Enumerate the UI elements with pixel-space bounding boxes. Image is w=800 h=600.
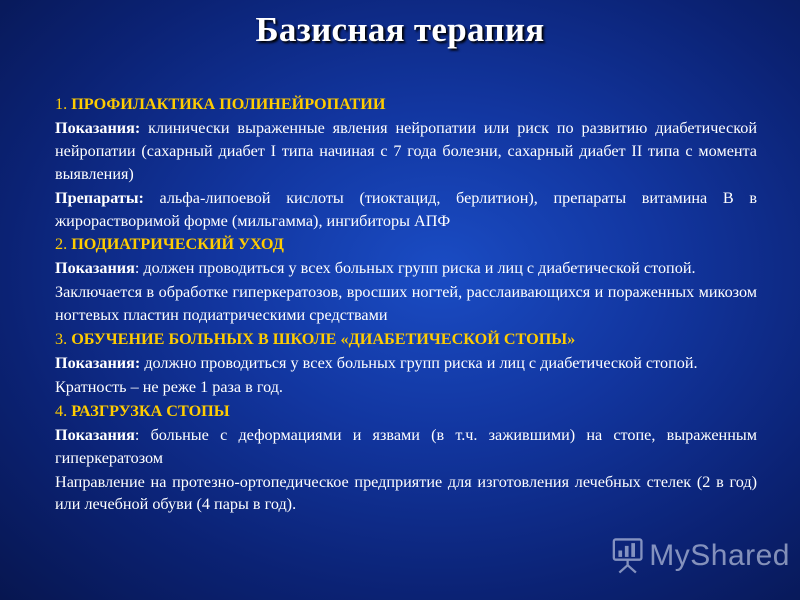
paragraph-label: Показания [55,259,135,278]
paragraph-text: Кратность – не реже 1 раза в год. [55,377,283,396]
presentation-board-icon [612,536,643,576]
section-heading-text: ПОДИАТРИЧЕСКИЙ УХОД [71,235,284,254]
slide-title: Базисная терапия [255,10,545,49]
section-heading-text: ОБУЧЕНИЕ БОЛЬНЫХ В ШКОЛЕ «ДИАБЕТИЧЕСКОЙ СТОПЫ» [71,330,576,349]
paragraph-text: клинически выраженные явления нейропатии или риск по развитию диабетической нейропатии (сахарный диабет I типа начиная с 7 года болезни, сахарный диабет II типа с момента выявления) [55,118,757,183]
watermark-logo [612,533,790,579]
paragraph-text: альфа-липоевой кислоты (тиоктацид, берлитион), препараты витамина В в жирорастворимой форме (мильгамма), ингибиторы АПФ [55,188,757,230]
paragraph-label: Показания: [55,353,141,372]
section-heading-2 [55,233,757,256]
watermark-text: MyShared [649,539,790,572]
slide-content [55,93,757,517]
paragraph-indications [55,117,757,186]
section-number: 2. [55,235,68,254]
paragraph-label: Показания [55,425,135,444]
paragraph-indications [55,424,757,470]
paragraph-frequency [55,376,757,399]
paragraph-indications [55,352,757,375]
paragraph-indications [55,257,757,280]
section-heading-1 [55,93,757,116]
section-heading-text: ПРОФИЛАКТИКА ПОЛИНЕЙРОПАТИИ [71,95,386,113]
section-heading-text: РАЗГРУЗКА СТОПЫ [71,401,230,420]
section-heading-4 [55,400,757,423]
paragraph-text: Направление на протезно-ортопедическое предприятие для изготовления лечебных стелек (2 в год) или лечебной обуви (4 пары в год). [55,472,757,514]
section-heading-3 [55,328,757,351]
paragraph-description [55,281,757,327]
paragraph-referral [55,471,757,517]
paragraph-label: Препараты: [55,188,144,207]
paragraph-drugs [55,187,757,233]
paragraph-text: : должен проводиться у всех больных групп риска и лиц с диабетической стопой. [134,259,696,278]
paragraph-text: Заключается в обработке гиперкератозов, вросших ногтей, расслаивающихся и пораженных микозом ногтевых пластин подиатрическими средствами [55,283,757,325]
section-number: 4. [55,401,68,420]
section-number: 3. [55,330,68,349]
paragraph-text: : больные с деформациями и язвами (в т.ч. зажившими) на стопе, выраженным гиперкератозом [55,425,757,467]
paragraph-label: Показания: [55,118,141,137]
paragraph-text: должно проводиться у всех больных групп риска и лиц с диабетической стопой. [140,353,698,372]
section-number: 1. [55,95,68,113]
